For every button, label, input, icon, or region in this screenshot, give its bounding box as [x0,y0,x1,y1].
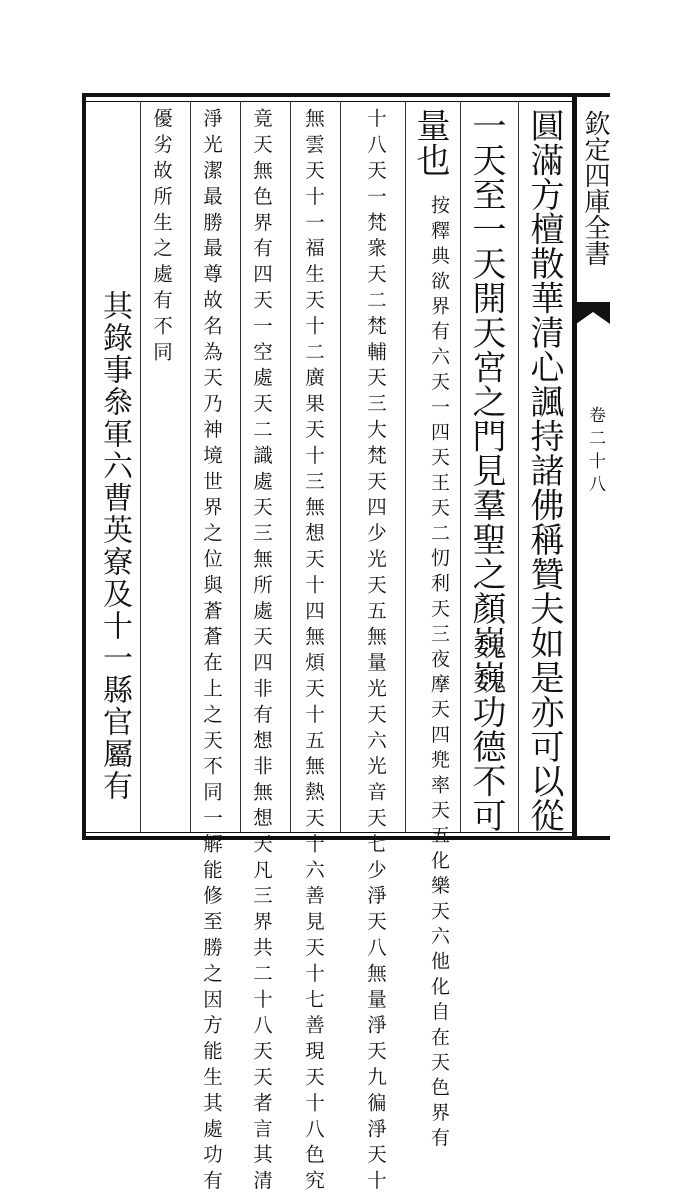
column-rule [340,101,341,832]
border-inner-top-rule [82,101,576,102]
column-rule [240,101,241,832]
column-rule [405,101,406,832]
commentary-column-1: 十八天一梵衆天二梵輔天三大梵天四少光天五無量光天六光音天七少淨天八無量淨天九徧淨天十 [364,108,387,1196]
fish-tail-ornament-icon [576,302,610,324]
commentary-column-4: 淨光潔最勝最尊故名為天乃神境世界之位與蒼蒼在上之天不同一解能修至勝之因方能生其處功有 [200,108,223,1196]
commentary-column-3: 竟天無色界有四天一空處天二識處天三無所處天四非有想非無想天凡三界共二十八天天者言其清 [250,108,273,1196]
text-column-last: 其錄事叅軍六曹英寮及十一縣官屬有 [97,290,132,802]
column-rule [190,101,191,832]
commentary-column-2: 無雲天十一福生天十二廣果天十三無想天十四無煩天十五無熱天十六善見天十七善現天十八色究 [302,108,325,1196]
commentary-column-5: 優劣故所生之處有不同 [150,108,173,367]
book-title: 欽定四庫全書 [580,110,610,266]
column-rule [290,101,291,832]
main-text-fragment: 量也 [410,108,450,177]
juan-number: 卷二十八 [585,406,605,498]
column-rule [460,101,461,832]
text-column-1: 圓滿方檀散華清心諷持諸佛稱贊夫如是亦可以從 [524,108,564,833]
commentary-column-3a: 按釋典欲界有六天一四天王天二忉利天三夜摩天四兠率天五化樂天六他化自在天色界有 [428,195,450,1153]
column-rule [518,101,519,832]
text-column-2: 一天至一天開天宮之門見羣聖之顏巍巍功德不可 [466,108,506,833]
column-rule [140,101,141,832]
text-column-3 [410,108,450,177]
margin-divider [576,93,577,840]
